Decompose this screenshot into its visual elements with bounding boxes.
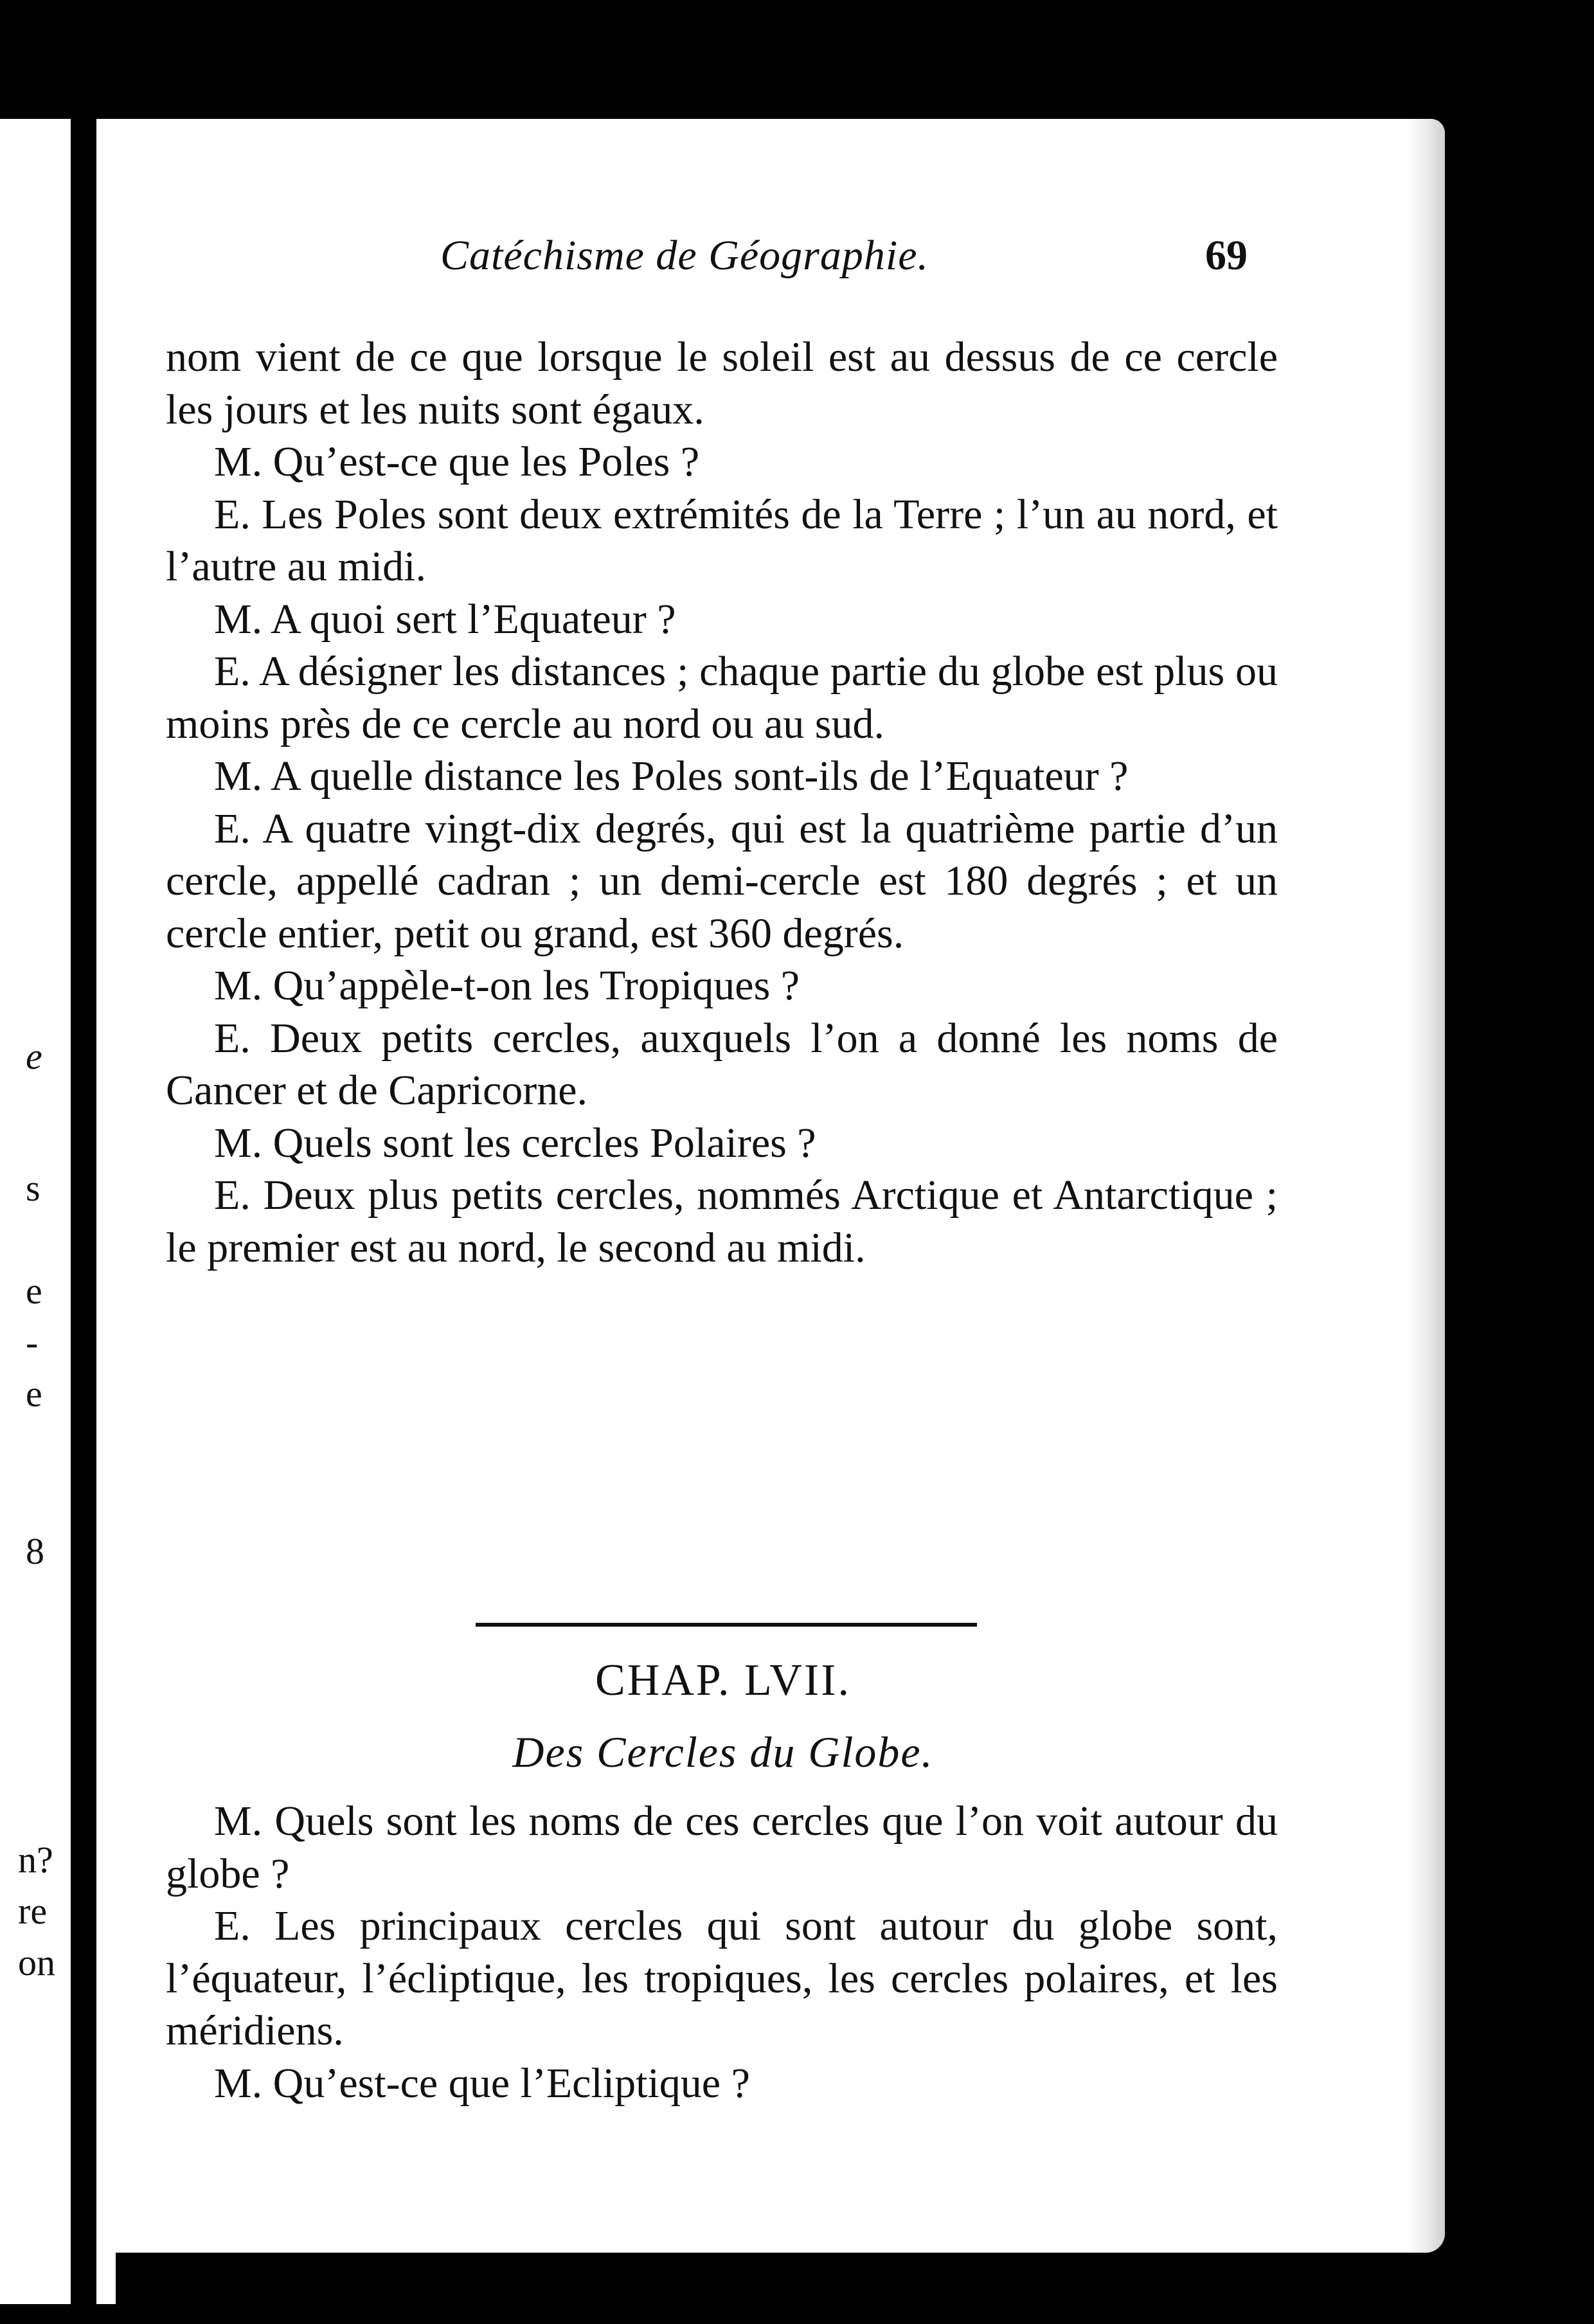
- previous-page-fragment: n?: [18, 1839, 53, 1881]
- chapter-subtitle: Des Cercles du Globe.: [512, 1728, 934, 1776]
- page-number: 69: [1205, 232, 1248, 279]
- previous-page-fragment: on: [18, 1942, 55, 1983]
- chapter-heading: CHAP. LVII.: [595, 1656, 851, 1705]
- question: M. A quelle distance les Poles sont-ils de l’Equateur ?: [214, 753, 1129, 800]
- previous-page-fragment: -: [26, 1321, 39, 1363]
- paragraph: nom vient de ce que lorsque le soleil est au dessus de ce cercle les jours et les nuits sont égaux.: [166, 334, 1278, 433]
- question: M. Quels sont les noms de ces cercles que l’on voit autour du globe ?: [166, 1798, 1278, 1897]
- page-gutter: [71, 119, 96, 2304]
- question: M. A quoi sert l’Equateur ?: [214, 595, 676, 643]
- question: M. Qu’appèle-t-on les Tropiques ?: [214, 962, 800, 1009]
- body-text-bottom: [166, 1795, 1278, 2109]
- answer: E. Les Poles sont deux extrémités de la Terre ; l’un au nord, et l’autre au midi.: [166, 490, 1278, 590]
- page-edge: [1406, 119, 1445, 2253]
- question: M. Quels sont les cercles Polaires ?: [214, 1119, 816, 1166]
- body-text-top: [166, 331, 1278, 1274]
- previous-page-fragment: re: [18, 1890, 48, 1932]
- running-head-title: Catéchisme de Géographie.: [440, 232, 929, 279]
- previous-page-fragment: e: [26, 1035, 42, 1077]
- answer: E. A quatre vingt-dix degrés, qui est la quatrième partie d’un cercle, appellé cadran ; un demi-cercle est 180 degrés ; et un cercle entier, petit ou grand, est 360 degrés.: [166, 805, 1278, 957]
- previous-page-fragment: e: [26, 1373, 42, 1415]
- previous-page-fragment: s: [26, 1167, 40, 1209]
- book-page: [96, 119, 1445, 2253]
- previous-page-fragment: 8: [26, 1530, 44, 1572]
- section-divider: [476, 1623, 977, 1627]
- answer: E. Les principaux cercles qui sont autour du globe sont, l’équateur, l’écliptique, les tropiques, les cercles polaires, et les méridiens.: [166, 1902, 1278, 2054]
- question: M. Qu’est-ce que les Poles ?: [214, 438, 700, 485]
- answer: E. Deux plus petits cercles, nommés Arctique et Antarctique ; le premier est au nord, le second au midi.: [166, 1172, 1278, 1271]
- question: M. Qu’est-ce que l’Ecliptique ?: [214, 2059, 750, 2107]
- previous-page-fragment: e: [26, 1270, 42, 1312]
- answer: E. Deux petits cercles, auxquels l’on a donné les noms de Cancer et de Capricorne.: [166, 1014, 1278, 1114]
- running-head: [96, 231, 1445, 289]
- answer: E. A désigner les distances ; chaque partie du globe est plus ou moins près de ce cercle au nord ou au sud.: [166, 648, 1278, 747]
